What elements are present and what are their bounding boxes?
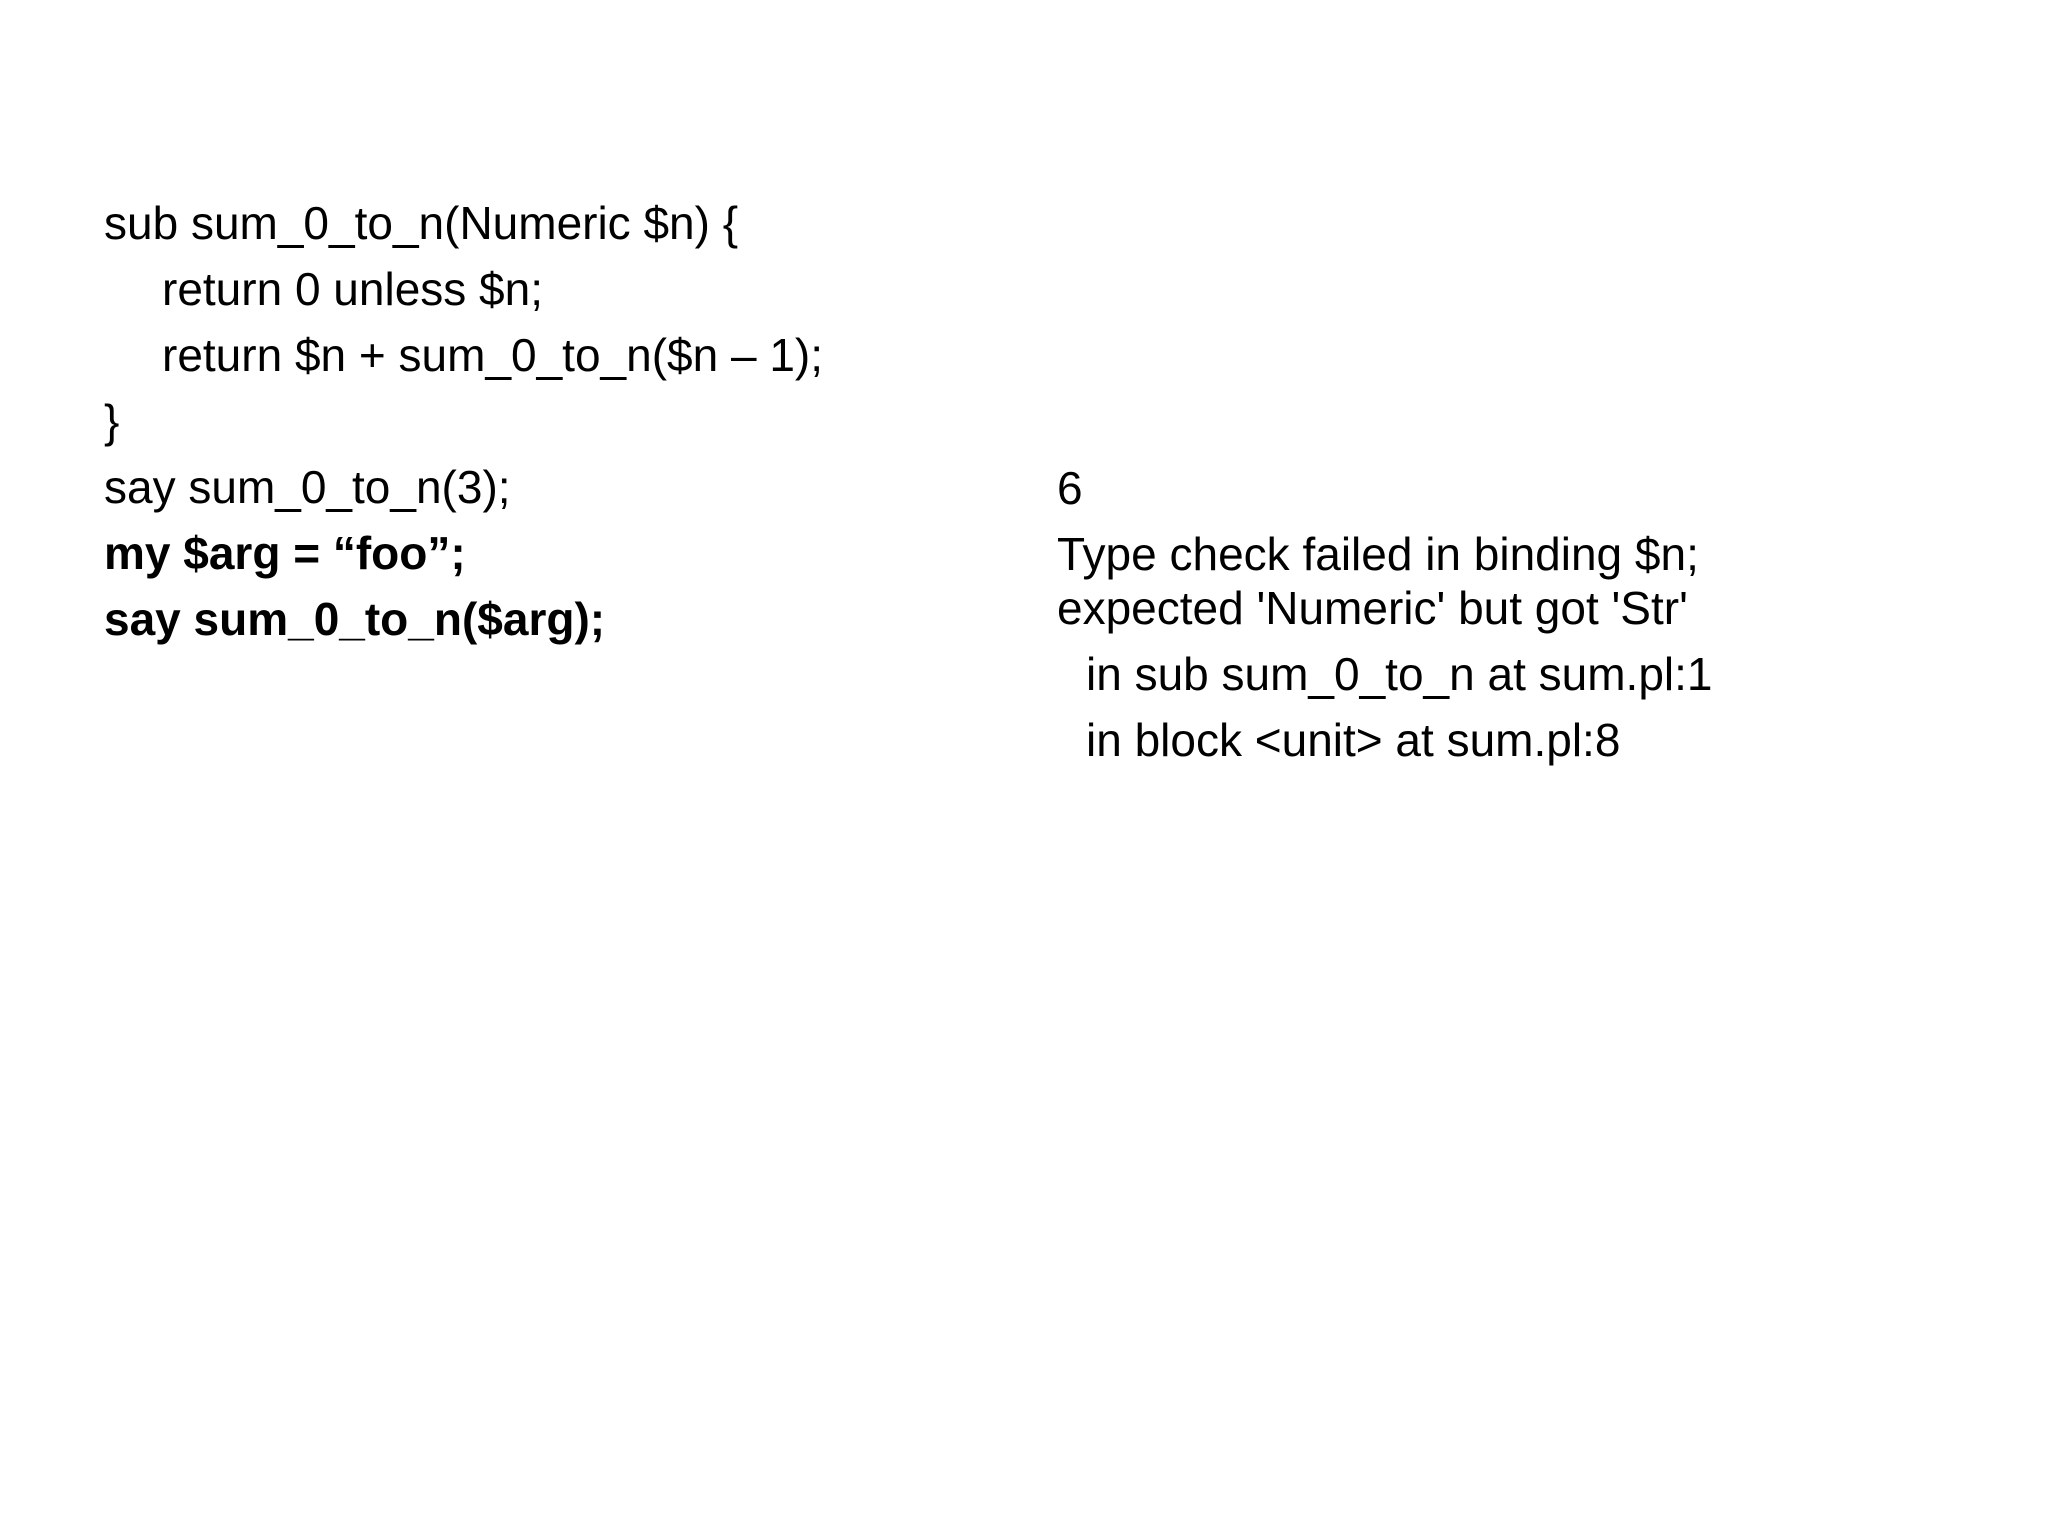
output-error-line-1: Type check failed in binding $n; xyxy=(1057,528,1699,580)
code-line-closing-brace: } xyxy=(104,395,120,447)
output-trace-line-2: in block <unit> at sum.pl:8 xyxy=(1086,714,1621,766)
code-line-return-zero: return 0 unless $n; xyxy=(162,263,544,315)
output-trace-line-1: in sub sum_0_to_n at sum.pl:1 xyxy=(1086,648,1713,700)
code-line-sub-declaration: sub sum_0_to_n(Numeric $n) { xyxy=(104,197,739,249)
output-error-line-2: expected 'Numeric' but got 'Str' xyxy=(1057,582,1688,634)
code-listing xyxy=(104,190,1004,652)
code-line-say-call: say sum_0_to_n(3); xyxy=(104,461,511,513)
code-line-return-recursive: return $n + sum_0_to_n($n – 1); xyxy=(162,329,824,381)
output-result: 6 xyxy=(1057,462,1083,514)
code-line-arg-assignment: my $arg = “foo”; xyxy=(104,527,466,579)
program-output xyxy=(1057,455,2017,773)
output-error-message xyxy=(1057,527,2017,635)
code-line-say-arg-call: say sum_0_to_n($arg); xyxy=(104,593,606,645)
